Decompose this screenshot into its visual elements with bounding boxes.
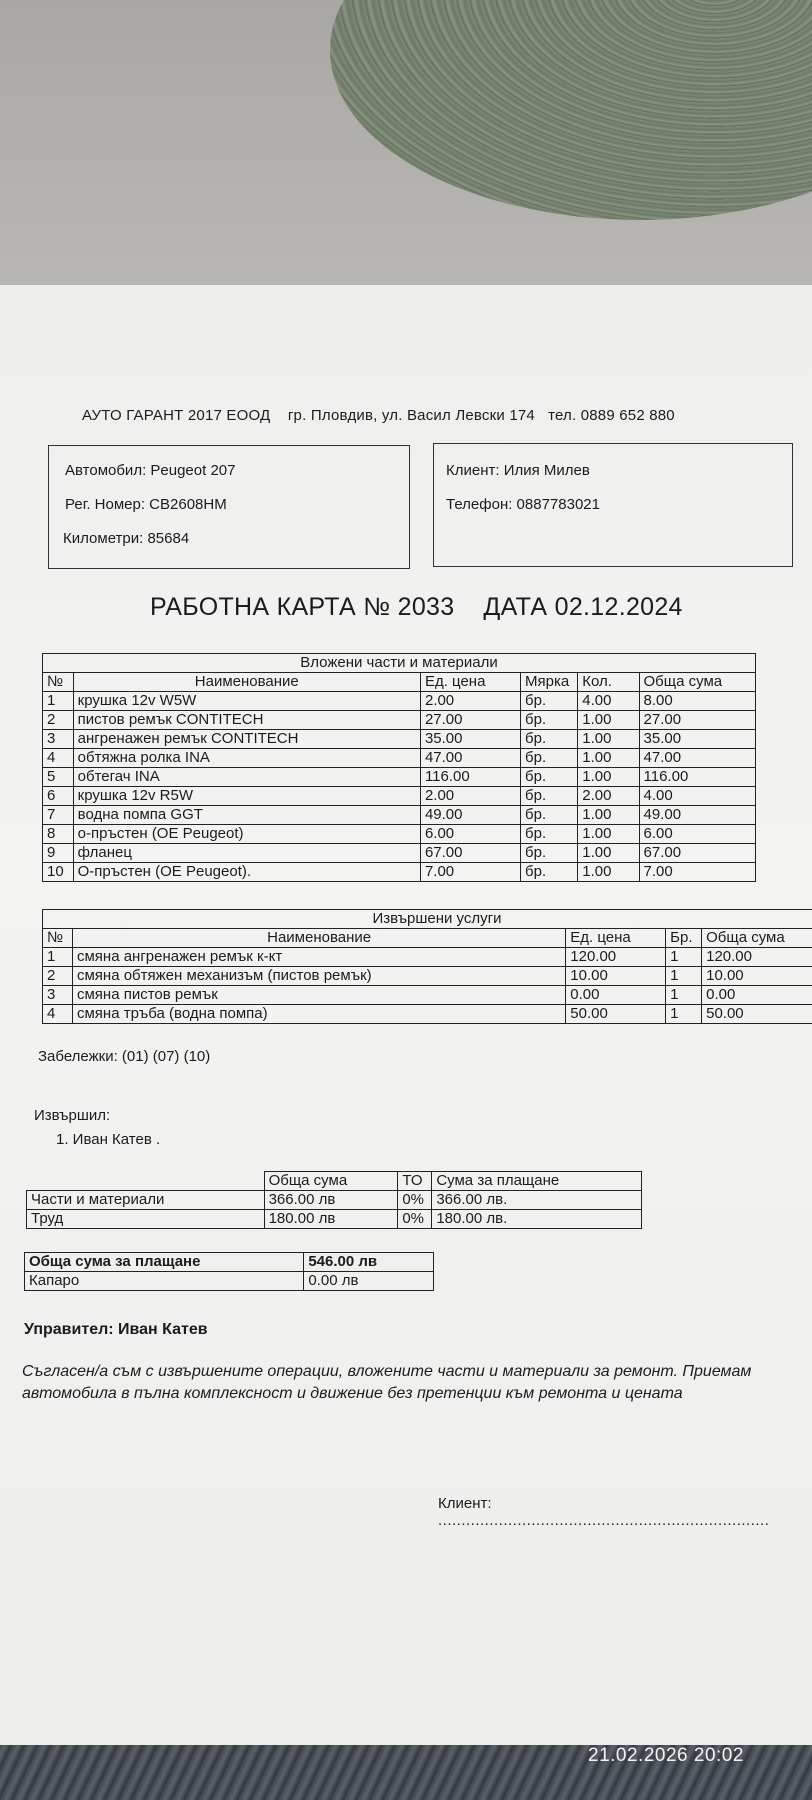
summary-cell: 366.00 лв xyxy=(264,1191,398,1210)
parts-cell: 8.00 xyxy=(639,692,755,711)
parts-cell: 4.00 xyxy=(578,692,639,711)
totals-cell: 0.00 лв xyxy=(304,1272,434,1291)
parts-cell: водна помпа GGT xyxy=(73,806,420,825)
parts-cell: 49.00 xyxy=(639,806,755,825)
parts-cell: 3 xyxy=(43,730,74,749)
parts-cell: 116.00 xyxy=(420,768,520,787)
summary-row xyxy=(27,1191,642,1210)
company-header xyxy=(82,407,675,424)
parts-cell: 1.00 xyxy=(578,711,639,730)
parts-cell: 7.00 xyxy=(420,863,520,882)
services-cell: 1 xyxy=(43,948,73,967)
parts-cell: 1.00 xyxy=(578,749,639,768)
parts-header-cell: Ед. цена xyxy=(420,673,520,692)
client-phone: Телефон: 0887783021 xyxy=(446,496,600,513)
parts-cell: 47.00 xyxy=(420,749,520,768)
parts-cell: 6 xyxy=(43,787,74,806)
manager: Управител: Иван Катев xyxy=(24,1321,208,1338)
parts-row xyxy=(43,711,756,730)
services-row xyxy=(43,948,812,967)
summary-cell: 366.00 лв. xyxy=(432,1191,642,1210)
summary-cell: 180.00 лв xyxy=(264,1210,398,1229)
services-cell: 1 xyxy=(666,986,702,1005)
parts-cell: 8 xyxy=(43,825,74,844)
agreement-text: Съгласен/а съм с извършените операции, вложените части и материали за ремонт. Приемам автомобила в пълна комплексност и движение без претенции към ремонта и цената xyxy=(22,1363,752,1402)
parts-cell: 67.00 xyxy=(639,844,755,863)
parts-cell: ангренажен ремък CONTITECH xyxy=(73,730,420,749)
services-cell: 2 xyxy=(43,967,73,986)
parts-table xyxy=(42,653,756,882)
parts-cell: 6.00 xyxy=(639,825,755,844)
parts-cell: 1.00 xyxy=(578,730,639,749)
parts-cell: обтяжна ролка INA xyxy=(73,749,420,768)
parts-caption: Вложени части и материали xyxy=(43,654,756,673)
parts-header-cell: № xyxy=(43,673,74,692)
parts-cell: 2 xyxy=(43,711,74,730)
parts-cell: 116.00 xyxy=(639,768,755,787)
parts-cell: 67.00 xyxy=(420,844,520,863)
services-cell: 120.00 xyxy=(566,948,666,967)
summary-header-cell: Обща сума xyxy=(264,1172,398,1191)
services-cell: 0.00 xyxy=(566,986,666,1005)
services-cell: смяна пистов ремък xyxy=(72,986,565,1005)
services-cell: 3 xyxy=(43,986,73,1005)
parts-cell: бр. xyxy=(521,825,578,844)
parts-cell: 10 xyxy=(43,863,74,882)
totals-cell: Капаро xyxy=(25,1272,304,1291)
summary-cell: 180.00 лв. xyxy=(432,1210,642,1229)
parts-cell: бр. xyxy=(521,749,578,768)
services-cell: 4 xyxy=(43,1005,73,1024)
parts-row xyxy=(43,825,756,844)
vehicle-mileage: Километри: 85684 xyxy=(63,530,190,547)
parts-cell: пистов ремък CONTITECH xyxy=(73,711,420,730)
parts-row xyxy=(43,806,756,825)
parts-cell: О-пръстен (OE Peugeot). xyxy=(73,863,420,882)
summary-cell: Части и материали xyxy=(27,1191,265,1210)
parts-cell: 27.00 xyxy=(420,711,520,730)
parts-cell: 27.00 xyxy=(639,711,755,730)
services-cell: 50.00 xyxy=(566,1005,666,1024)
services-table xyxy=(42,909,812,1024)
parts-cell: 1.00 xyxy=(578,844,639,863)
parts-cell: бр. xyxy=(521,844,578,863)
services-header-cell: Наименование xyxy=(72,929,565,948)
services-cell: смяна ангренажен ремък к-кт xyxy=(72,948,565,967)
totals-cell: Обща сума за плащане xyxy=(25,1253,304,1272)
services-caption: Извършени услуги xyxy=(43,910,812,929)
card-number: РАБОТНА КАРТА № 2033 xyxy=(150,593,455,621)
services-cell: 10.00 xyxy=(566,967,666,986)
parts-row xyxy=(43,749,756,768)
vehicle-box xyxy=(48,445,410,569)
parts-cell: фланец xyxy=(73,844,420,863)
services-cell: 1 xyxy=(666,967,702,986)
services-cell: 10.00 xyxy=(702,967,812,986)
signature-line: ....................................................................... xyxy=(438,1512,770,1529)
parts-cell: о-пръстен (OE Peugeot) xyxy=(73,825,420,844)
parts-cell: 2.00 xyxy=(578,787,639,806)
company-phone: тел. 0889 652 880 xyxy=(548,407,675,424)
notes: Забележки: (01) (07) (10) xyxy=(38,1048,211,1065)
client-box xyxy=(433,443,793,567)
services-caption-row xyxy=(43,910,812,929)
parts-cell: 7 xyxy=(43,806,74,825)
parts-cell: 1.00 xyxy=(578,863,639,882)
summary-cell: Труд xyxy=(27,1210,265,1229)
services-cell: 120.00 xyxy=(702,948,812,967)
services-header-cell: № xyxy=(43,929,73,948)
summary-header-row xyxy=(27,1172,642,1191)
parts-cell: бр. xyxy=(521,768,578,787)
parts-cell: 1 xyxy=(43,692,74,711)
parts-header-row xyxy=(43,673,756,692)
page-title xyxy=(150,593,683,622)
parts-cell: бр. xyxy=(521,787,578,806)
parts-header-cell: Мярка xyxy=(521,673,578,692)
summary-table xyxy=(26,1171,642,1229)
parts-row xyxy=(43,844,756,863)
company-address: гр. Пловдив, ул. Васил Левски 174 xyxy=(287,407,535,424)
parts-cell: 7.00 xyxy=(639,863,755,882)
services-header-cell: Бр. xyxy=(666,929,702,948)
services-row xyxy=(43,986,812,1005)
summary-row xyxy=(27,1210,642,1229)
photo-timestamp: 21.02.2026 20:02 xyxy=(588,1745,744,1766)
work-order-sheet xyxy=(0,285,812,1745)
summary-cell: 0% xyxy=(398,1191,432,1210)
parts-header-cell: Наименование xyxy=(73,673,420,692)
parts-row xyxy=(43,692,756,711)
parts-row xyxy=(43,863,756,882)
parts-header-cell: Обща сума xyxy=(639,673,755,692)
parts-cell: 5 xyxy=(43,768,74,787)
services-cell: 0.00 xyxy=(702,986,812,1005)
totals-table xyxy=(24,1252,434,1291)
totals-row xyxy=(25,1253,434,1272)
parts-cell: 1.00 xyxy=(578,806,639,825)
parts-cell: 1.00 xyxy=(578,768,639,787)
parts-cell: крушка 12v R5W xyxy=(73,787,420,806)
performed-person: 1. Иван Катев . xyxy=(56,1131,161,1148)
parts-caption-row xyxy=(43,654,756,673)
company-name: АУТО ГАРАНТ 2017 ЕООД xyxy=(82,407,271,424)
summary-cell: 0% xyxy=(398,1210,432,1229)
parts-cell: 35.00 xyxy=(639,730,755,749)
signature-area xyxy=(438,1495,812,1529)
services-cell: 1 xyxy=(666,948,702,967)
parts-cell: бр. xyxy=(521,730,578,749)
parts-cell: 35.00 xyxy=(420,730,520,749)
performed-label: Извършил: xyxy=(34,1107,111,1124)
services-header-row xyxy=(43,929,812,948)
parts-cell: 1.00 xyxy=(578,825,639,844)
totals-row xyxy=(25,1272,434,1291)
services-cell: 50.00 xyxy=(702,1005,812,1024)
vehicle-registration: Рег. Номер: СВ2608НМ xyxy=(65,496,227,513)
parts-row xyxy=(43,730,756,749)
summary-header-cell: Сума за плащане xyxy=(432,1172,642,1191)
summary-empty-cell xyxy=(27,1172,265,1191)
parts-cell: бр. xyxy=(521,692,578,711)
parts-row xyxy=(43,768,756,787)
parts-cell: обтегач INA xyxy=(73,768,420,787)
parts-header-cell: Кол. xyxy=(578,673,639,692)
signature-label: Клиент: xyxy=(438,1495,492,1512)
card-date: ДАТА 02.12.2024 xyxy=(483,593,683,621)
services-row xyxy=(43,1005,812,1024)
services-row xyxy=(43,967,812,986)
parts-cell: бр. xyxy=(521,863,578,882)
parts-row xyxy=(43,787,756,806)
parts-cell: бр. xyxy=(521,711,578,730)
parts-cell: 4 xyxy=(43,749,74,768)
client-name: Клиент: Илия Милев xyxy=(446,462,590,479)
parts-cell: бр. xyxy=(521,806,578,825)
services-header-cell: Ед. цена xyxy=(566,929,666,948)
parts-cell: 2.00 xyxy=(420,787,520,806)
parts-cell: 2.00 xyxy=(420,692,520,711)
services-cell: смяна обтяжен механизъм (пистов ремък) xyxy=(72,967,565,986)
services-cell: смяна тръба (водна помпа) xyxy=(72,1005,565,1024)
services-header-cell: Обща сума xyxy=(702,929,812,948)
summary-header-cell: ТО xyxy=(398,1172,432,1191)
parts-cell: 49.00 xyxy=(420,806,520,825)
parts-cell: 9 xyxy=(43,844,74,863)
parts-cell: 4.00 xyxy=(639,787,755,806)
services-cell: 1 xyxy=(666,1005,702,1024)
totals-cell: 546.00 лв xyxy=(304,1253,434,1272)
vehicle-model: Автомобил: Peugeot 207 xyxy=(65,462,236,479)
parts-cell: 47.00 xyxy=(639,749,755,768)
parts-cell: 6.00 xyxy=(420,825,520,844)
parts-cell: крушка 12v W5W xyxy=(73,692,420,711)
